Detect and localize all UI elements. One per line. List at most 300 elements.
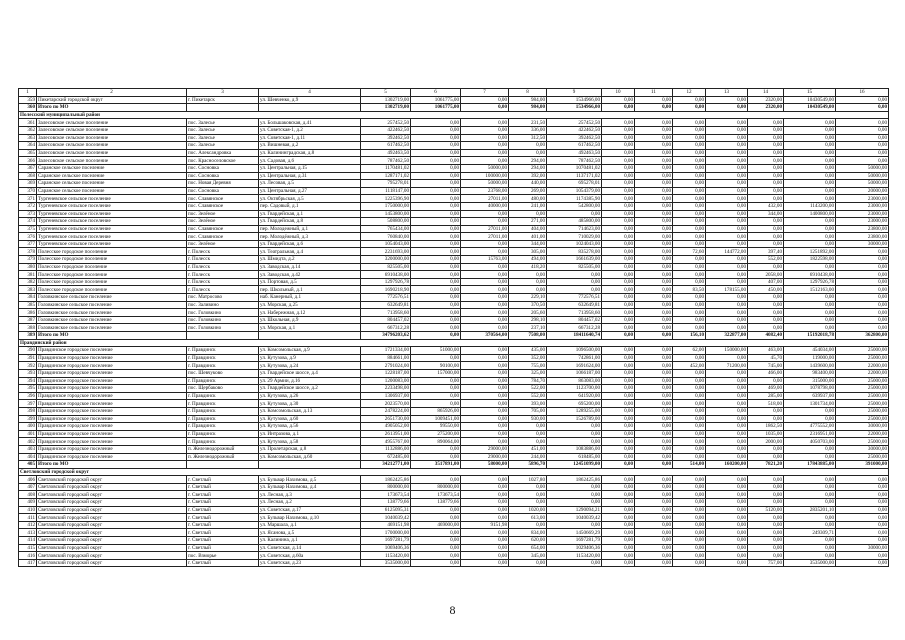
table-cell: 0,00 xyxy=(784,476,836,484)
table-cell: 0,00 xyxy=(748,134,784,142)
table-cell: 385 xyxy=(19,301,37,309)
table-cell: 0,00 xyxy=(706,354,748,362)
table-cell: Правдинское городское поселение xyxy=(37,385,187,393)
table-cell: ул. Заводская, д.14 xyxy=(259,263,361,271)
table-cell: 0,00 xyxy=(706,506,748,514)
table-cell: 275200,00 xyxy=(411,430,461,438)
table-cell: 9151,98 xyxy=(461,521,509,529)
table-cell: Правдинское городское поселение xyxy=(37,445,187,453)
column-number-cell: 11 xyxy=(635,89,673,97)
table-cell: 0,00 xyxy=(706,301,748,309)
table-cell: 144772,00 xyxy=(706,248,748,256)
table-cell: 12451099,00 xyxy=(547,461,602,469)
table-cell: 0,00 xyxy=(411,445,461,453)
table-cell: 0,00 xyxy=(706,445,748,453)
table-cell: 0,00 xyxy=(461,400,509,408)
table-cell: 150000,00 xyxy=(706,347,748,355)
table-cell: 0,00 xyxy=(461,271,509,279)
table-cell: 0,00 xyxy=(635,544,673,552)
table-cell: 0,00 xyxy=(836,142,889,150)
table-cell: 0,00 xyxy=(836,134,889,142)
table-cell: 29000,00 xyxy=(461,445,509,453)
table-cell: Залесовское сельское поселение xyxy=(37,149,187,157)
table-cell: п. Железнодорожный xyxy=(187,453,259,461)
table-cell: Залесовское сельское поселение xyxy=(37,126,187,134)
table-cell: 0,00 xyxy=(411,453,461,461)
table-cell: 0,00 xyxy=(784,521,836,529)
table-cell: 0,00 xyxy=(635,172,673,180)
table-cell: п. Железнодорожный xyxy=(187,445,259,453)
table-cell: Правдинское городское поселение xyxy=(37,438,187,446)
table-cell: 0,00 xyxy=(706,514,748,522)
table-cell: 0,00 xyxy=(748,552,784,560)
table-cell: 0,00 xyxy=(602,483,635,491)
table-row xyxy=(19,521,889,529)
table-cell: 0,00 xyxy=(748,521,784,529)
table-cell: 0,00 xyxy=(784,499,836,507)
table-cell: 0,00 xyxy=(706,423,748,431)
table-cell: 485800,00 xyxy=(547,218,602,226)
table-cell: 435,00 xyxy=(509,347,547,355)
table-cell: Светловский городской округ xyxy=(37,476,187,484)
table-cell: 0,00 xyxy=(673,385,706,393)
table-cell: Полесское городское поселение xyxy=(37,278,187,286)
table-cell: 269,00 xyxy=(509,187,547,195)
table-cell: 0,00 xyxy=(673,354,706,362)
table-cell: ул. Морская, д.1 xyxy=(259,324,361,332)
table-cell: 0,00 xyxy=(673,172,706,180)
table-row xyxy=(19,324,889,332)
table-cell: 51000,00 xyxy=(411,347,461,355)
table-cell: Тургеневское сельское поселение xyxy=(37,202,187,210)
table-cell: 0,00 xyxy=(706,483,748,491)
table-cell: 0,00 xyxy=(509,491,547,499)
table-row xyxy=(19,301,889,309)
table-cell: 632649,81 xyxy=(547,301,602,309)
table-cell: 0,00 xyxy=(411,332,461,340)
table-cell: 1822598,00 xyxy=(784,256,836,264)
table-cell: 0,00 xyxy=(635,506,673,514)
table-cell: 0,00 xyxy=(602,369,635,377)
table-cell: 393 xyxy=(19,369,37,377)
table-cell: 371 xyxy=(19,195,37,203)
table-cell: Залесовское сельское поселение xyxy=(37,119,187,127)
table-cell: 366 xyxy=(19,157,37,165)
table-cell: 0,00 xyxy=(836,521,889,529)
table-cell: 413 xyxy=(19,529,37,537)
table-cell: 787462,50 xyxy=(361,157,411,165)
table-cell: 1289255,00 xyxy=(547,407,602,415)
table-cell: 25000,00 xyxy=(836,392,889,400)
table-cell: 369 xyxy=(19,180,37,188)
table-cell: 1301734,00 xyxy=(784,400,836,408)
table-cell: ул. Гвардейская, д.8 xyxy=(259,218,361,226)
table-row xyxy=(19,438,889,446)
table-cell: 0,00 xyxy=(635,369,673,377)
table-cell: 0,00 xyxy=(602,423,635,431)
table-cell: 0,00 xyxy=(673,149,706,157)
table-cell: 62,00 xyxy=(673,347,706,355)
table-cell: 0,00 xyxy=(673,225,706,233)
table-cell: 0,00 xyxy=(748,240,784,248)
table-cell: 336,00 xyxy=(509,126,547,134)
table-cell: 6910438,00 xyxy=(784,271,836,279)
table-cell: 0,00 xyxy=(602,529,635,537)
table-cell xyxy=(187,461,259,469)
table-cell: 1024043,00 xyxy=(547,240,602,248)
table-cell: 742861,00 xyxy=(547,354,602,362)
table-cell: 408 xyxy=(19,491,37,499)
table-row xyxy=(19,385,889,393)
table-cell: 518,00 xyxy=(748,400,784,408)
table-row xyxy=(19,187,889,195)
table-cell: 0,00 xyxy=(706,134,748,142)
table-cell: 0,00 xyxy=(411,126,461,134)
table-cell: 0,00 xyxy=(461,309,509,317)
table-cell: 4955767,00 xyxy=(361,438,411,446)
table-cell: 404,00 xyxy=(509,225,547,233)
table-cell: 380 xyxy=(19,263,37,271)
table-row xyxy=(19,233,889,241)
table-cell: 0,00 xyxy=(706,400,748,408)
table-cell: 1534966,00 xyxy=(547,96,602,104)
table-cell: 0,00 xyxy=(784,445,836,453)
table-cell: 800000,00 xyxy=(361,483,411,491)
column-number-cell: 14 xyxy=(748,89,784,97)
table-cell: 0,00 xyxy=(673,537,706,545)
table-cell: 0,00 xyxy=(635,476,673,484)
table-cell: 0,00 xyxy=(411,180,461,188)
table-cell: 4775552,00 xyxy=(784,423,836,431)
table-cell: 0,00 xyxy=(706,392,748,400)
table-cell: 0,00 xyxy=(784,149,836,157)
table-cell: ул. Большаковская, д.41 xyxy=(259,119,361,127)
table-cell: 641920,00 xyxy=(547,392,602,400)
table-cell: 0,00 xyxy=(784,552,836,560)
table-cell: 0,00 xyxy=(547,210,602,218)
table-cell: 1862425,86 xyxy=(361,476,411,484)
table-cell: Саранское сельское поселение xyxy=(37,187,187,195)
table-cell: Правдинское городское поселение xyxy=(37,347,187,355)
table-cell: 231,50 xyxy=(509,119,547,127)
table-cell: Тургеневское сельское поселение xyxy=(37,233,187,241)
table-cell: 0,00 xyxy=(635,225,673,233)
table-cell: 1083886,00 xyxy=(547,445,602,453)
table-cell: 1143200,00 xyxy=(784,202,836,210)
table-cell: 1153420,00 xyxy=(361,552,411,560)
table-cell: г. Правдинск xyxy=(187,377,259,385)
table-cell: 1027,80 xyxy=(509,476,547,484)
table-cell: Правдинское городское поселение xyxy=(37,453,187,461)
table-cell: 345,00 xyxy=(509,552,547,560)
table-cell: 695278,01 xyxy=(547,180,602,188)
table-cell: 2320,00 xyxy=(748,96,784,104)
table-cell: 0,00 xyxy=(509,286,547,294)
table-cell: ул. Кутузова, д.30 xyxy=(259,400,361,408)
table-cell: 0,00 xyxy=(784,195,836,203)
table-cell: 0,00 xyxy=(635,514,673,522)
table-cell: 0,00 xyxy=(706,172,748,180)
table-cell: 0,00 xyxy=(411,225,461,233)
table-cell: 713958,60 xyxy=(547,309,602,317)
table-cell: 0,00 xyxy=(635,332,673,340)
table-cell: Правдинское городское поселение xyxy=(37,430,187,438)
table-cell: 0,00 xyxy=(635,96,673,104)
table-row xyxy=(19,544,889,552)
table-cell: 0,00 xyxy=(602,506,635,514)
table-cell: 0,00 xyxy=(673,202,706,210)
table-cell: 392,00 xyxy=(509,172,547,180)
table-cell: 0,00 xyxy=(547,430,602,438)
table-cell: ул. 29 Армии, д.16 xyxy=(259,377,361,385)
table-cell: 0,00 xyxy=(602,445,635,453)
table-cell: 403 xyxy=(19,445,37,453)
table-cell: 0,00 xyxy=(706,316,748,324)
table-cell: г. Правдинск xyxy=(187,347,259,355)
table-cell: 0,00 xyxy=(602,202,635,210)
table-cell: 40000,00 xyxy=(461,202,509,210)
table-cell: пос. Новая Деревня xyxy=(187,180,259,188)
table-row xyxy=(19,514,889,522)
table-cell: Тургеневское сельское поселение xyxy=(37,210,187,218)
table-cell: 0,00 xyxy=(602,400,635,408)
table-cell: 30000,00 xyxy=(836,423,889,431)
table-cell: 0,00 xyxy=(706,294,748,302)
table-cell: 1302719,00 xyxy=(361,96,411,104)
table-cell: 384 xyxy=(19,294,37,302)
table-cell: Светловский городской округ xyxy=(37,559,187,567)
table-cell: 0,00 xyxy=(784,157,836,165)
table-cell: 367 xyxy=(19,164,37,172)
table-cell: 0,00 xyxy=(411,324,461,332)
table-cell: 0,00 xyxy=(635,438,673,446)
table-cell: ул. Шевченко, д.9 xyxy=(259,96,361,104)
table-cell: 0,00 xyxy=(673,142,706,150)
table-cell: 0,00 xyxy=(706,537,748,545)
table-cell: 0,00 xyxy=(635,377,673,385)
table-cell: 0,00 xyxy=(706,544,748,552)
table-cell: 984,00 xyxy=(509,104,547,112)
table-cell: 0,00 xyxy=(411,157,461,165)
table-row xyxy=(19,392,889,400)
table-cell: 391000,00 xyxy=(836,461,889,469)
table-cell: 34796203,62 xyxy=(361,332,411,340)
table-cell: пос. Славянское xyxy=(187,195,259,203)
table-cell: 0,00 xyxy=(635,423,673,431)
table-cell: ул. Советская-1, д.11 xyxy=(259,134,361,142)
column-number-cell: 13 xyxy=(706,89,748,97)
table-cell: г. Правдинск xyxy=(187,392,259,400)
table-cell: 0,00 xyxy=(461,248,509,256)
table-cell: 0,00 xyxy=(836,491,889,499)
table-cell: 0,00 xyxy=(411,301,461,309)
table-cell: 0,00 xyxy=(602,263,635,271)
table-cell: 825505,00 xyxy=(361,263,411,271)
table-cell: 0,00 xyxy=(748,180,784,188)
table-cell: 0,00 xyxy=(784,514,836,522)
table-cell: 0,00 xyxy=(748,172,784,180)
table-cell: 364 xyxy=(19,142,37,150)
table-cell: 0,00 xyxy=(635,445,673,453)
table-cell: ул. Школьная, д.9 xyxy=(259,316,361,324)
table-cell: г. Светлый xyxy=(187,483,259,491)
table-cell: 0,00 xyxy=(602,142,635,150)
table-cell: пос. Головкино xyxy=(187,309,259,317)
table-cell: 804457,02 xyxy=(361,316,411,324)
table-cell: Головкинское сельское поселение xyxy=(37,301,187,309)
table-cell: 0,00 xyxy=(706,187,748,195)
table-cell: 0,00 xyxy=(673,499,706,507)
table-cell: 466,00 xyxy=(748,369,784,377)
table-cell: 0,00 xyxy=(784,180,836,188)
table-cell: 0,00 xyxy=(836,126,889,134)
table-row xyxy=(19,210,889,218)
table-cell: Правдинское городское поселение xyxy=(37,369,187,377)
table-cell: 0,00 xyxy=(748,149,784,157)
table-cell: 0,00 xyxy=(461,301,509,309)
table-cell: Правдинское городское поселение xyxy=(37,415,187,423)
table-row xyxy=(19,294,889,302)
table-cell: 0,00 xyxy=(836,324,889,332)
table-cell: 542800,00 xyxy=(547,202,602,210)
table-cell: 1697281,79 xyxy=(547,537,602,545)
table-cell: 0,00 xyxy=(411,278,461,286)
table-cell: 0,00 xyxy=(461,294,509,302)
table-cell: 23800,00 xyxy=(836,233,889,241)
table-cell: 2320,00 xyxy=(748,104,784,112)
table-cell: 0,00 xyxy=(602,286,635,294)
table-cell: 1174385,90 xyxy=(547,195,602,203)
table-cell: 1439600,00 xyxy=(784,362,836,370)
table-cell: г. Полесск xyxy=(187,256,259,264)
table-cell: 0,00 xyxy=(461,514,509,522)
table-cell: 0,00 xyxy=(836,248,889,256)
table-cell: 0,00 xyxy=(706,407,748,415)
table-cell: 0,00 xyxy=(784,491,836,499)
table-cell: ул. Вишневая, д.2 xyxy=(259,142,361,150)
table-cell: 0,00 xyxy=(836,96,889,104)
table-cell: 0,00 xyxy=(602,316,635,324)
table-cell: 379 xyxy=(19,256,37,264)
table-cell: 390 xyxy=(19,347,37,355)
table-cell: 0,00 xyxy=(673,377,706,385)
table-cell: 10430549,00 xyxy=(784,96,836,104)
table-cell: ул. Садовая, д.6 xyxy=(259,157,361,165)
section-title: Полесский муниципальный район xyxy=(19,111,889,119)
table-cell: 0,00 xyxy=(411,119,461,127)
table-cell: 0,00 xyxy=(461,415,509,423)
table-cell: ул. Советская-1, д.2 xyxy=(259,126,361,134)
table-cell: пос. Зелёное xyxy=(187,210,259,218)
table-cell: 0,00 xyxy=(748,537,784,545)
table-cell: 0,00 xyxy=(461,529,509,537)
table-cell: 1200083,00 xyxy=(361,377,411,385)
table-cell: 399 xyxy=(19,415,37,423)
table-cell: 25000,00 xyxy=(836,400,889,408)
table-cell: 1118147,00 xyxy=(361,187,411,195)
table-cell: 205,60 xyxy=(509,309,547,317)
table-cell: 0,00 xyxy=(635,271,673,279)
table-cell: 58000,00 xyxy=(461,461,509,469)
table-cell: 0,00 xyxy=(706,369,748,377)
table-cell: 0,00 xyxy=(706,149,748,157)
table-cell: 0,00 xyxy=(836,316,889,324)
table-cell: 0,00 xyxy=(461,377,509,385)
table-cell: 298,10 xyxy=(509,316,547,324)
table-cell: 0,00 xyxy=(411,309,461,317)
table-cell: 383 xyxy=(19,286,37,294)
table-cell: 395 xyxy=(19,385,37,393)
table-cell: 29000,00 xyxy=(461,453,509,461)
column-number-cell: 3 xyxy=(187,89,259,97)
table-cell: 0,00 xyxy=(673,521,706,529)
table-cell: 417 xyxy=(19,559,37,567)
table-cell: 0,00 xyxy=(635,453,673,461)
table-cell: г. Пикетарск xyxy=(187,96,259,104)
section-title: Светловский городской округ xyxy=(19,468,889,476)
table-cell: 0,00 xyxy=(706,377,748,385)
table-cell: 2233498,00 xyxy=(361,385,411,393)
table-cell: Залесовское сельское поселение xyxy=(37,157,187,165)
table-cell: 552,00 xyxy=(509,392,547,400)
table-cell: 241,00 xyxy=(509,202,547,210)
table-cell: 397,40 xyxy=(748,248,784,256)
table-cell: 0,00 xyxy=(635,119,673,127)
table-cell: 1302719,00 xyxy=(361,104,411,112)
table-row xyxy=(19,157,889,165)
table-cell: Светловский городской округ xyxy=(37,483,187,491)
table-cell: 884661,00 xyxy=(361,354,411,362)
table-cell: 825505,00 xyxy=(547,263,602,271)
table-cell: 119000,00 xyxy=(784,354,836,362)
table-cell: 0,00 xyxy=(706,233,748,241)
table-cell: 156,10 xyxy=(673,332,706,340)
table-cell: 1690218,90 xyxy=(361,286,411,294)
table-cell: 25000,00 xyxy=(836,354,889,362)
table-cell: пос. Головкино xyxy=(187,316,259,324)
table-cell: пос. Шевчуково xyxy=(187,369,259,377)
table-cell: пос. Славянское xyxy=(187,233,259,241)
table-cell: 2000,00 xyxy=(748,438,784,446)
table-cell: ул. Заводская, д.42 xyxy=(259,271,361,279)
table-cell: 0,00 xyxy=(602,271,635,279)
table-cell: 1153420,00 xyxy=(547,552,602,560)
table-cell: 0,00 xyxy=(635,392,673,400)
table-cell: 0,00 xyxy=(602,392,635,400)
table-cell: 0,00 xyxy=(602,552,635,560)
table-cell: 325,00 xyxy=(509,369,547,377)
table-cell: 0,00 xyxy=(509,438,547,446)
table-cell: 0,00 xyxy=(602,491,635,499)
table-cell: 5120,00 xyxy=(748,506,784,514)
table-cell: 0,00 xyxy=(635,324,673,332)
table-cell: пер. Молодёжный, д.3 xyxy=(259,233,361,241)
section-title-row xyxy=(19,339,889,347)
table-cell: Правдинское городское поселение xyxy=(37,423,187,431)
table-cell: 0,00 xyxy=(673,96,706,104)
table-cell: 0,00 xyxy=(635,157,673,165)
table-cell: 375 xyxy=(19,225,37,233)
table-cell: 1070481,02 xyxy=(547,164,602,172)
table-row xyxy=(19,126,889,134)
table-cell: 835278,00 xyxy=(547,248,602,256)
table-cell: 0,00 xyxy=(635,316,673,324)
table-cell: г. Правдинск xyxy=(187,354,259,362)
table-cell: 0,00 xyxy=(635,529,673,537)
table-cell: 6910438,00 xyxy=(361,271,411,279)
table-cell: 0,00 xyxy=(706,415,748,423)
table-cell: 0,00 xyxy=(602,537,635,545)
